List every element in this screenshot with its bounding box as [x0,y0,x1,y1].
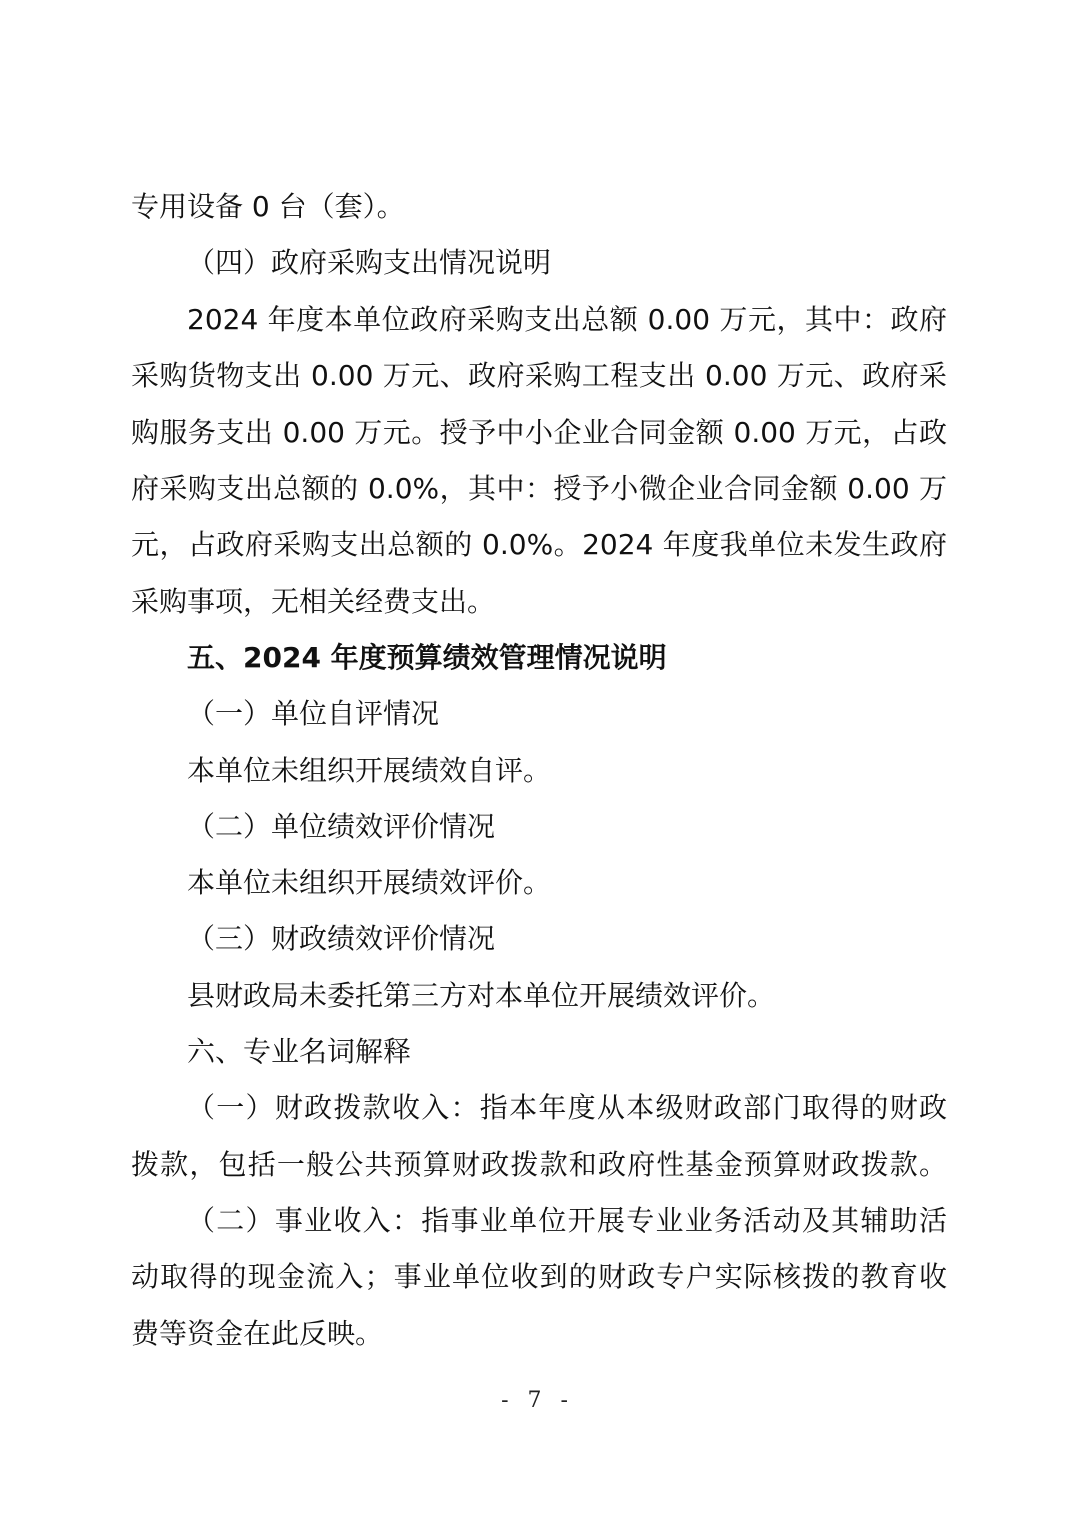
paragraph-line: 费等资金在此反映。 [131,1317,384,1350]
paragraph-line: 本单位未组织开展绩效自评。 [187,754,552,787]
paragraph-line: （二）事业收入：指事业单位开展专业业务活动及其辅助活 [187,1204,947,1237]
paragraph-line: 本单位未组织开展绩效评价。 [187,866,552,899]
paragraph-line: （一）财政拨款收入：指本年度从本级财政部门取得的财政 [187,1091,947,1124]
section-heading-procurement: （四）政府采购支出情况说明 [187,246,552,279]
paragraph-line: 采购事项，无相关经费支出。 [131,585,496,618]
page-number: - 7 - [501,1388,574,1413]
paragraph-line: 动取得的现金流入；事业单位收到的财政专户实际核拨的教育收 [131,1260,947,1293]
subsection-heading-fiscal-evaluation: （三）财政绩效评价情况 [187,922,496,955]
paragraph-line: 元，占政府采购支出总额的 0.0%。2024 年度我单位未发生政府 [131,528,947,561]
subsection-heading-unit-evaluation: （二）单位绩效评价情况 [187,810,496,843]
text-line-equipment: 专用设备 0 台（套）。 [131,190,405,223]
section-heading-performance: 五、2024 年度预算绩效管理情况说明 [187,641,667,674]
paragraph-line: 购服务支出 0.00 万元。授予中小企业合同金额 0.00 万元，占政 [131,416,947,449]
paragraph-line: 2024 年度本单位政府采购支出总额 0.00 万元，其中：政府 [187,303,947,336]
section-heading-glossary: 六、专业名词解释 [187,1035,412,1068]
paragraph-line: 县财政局未委托第三方对本单位开展绩效评价。 [187,979,776,1012]
paragraph-line: 府采购支出总额的 0.0%，其中：授予小微企业合同金额 0.00 万 [131,472,947,505]
paragraph-line: 采购货物支出 0.00 万元、政府采购工程支出 0.00 万元、政府采 [131,359,947,392]
paragraph-line: 拨款，包括一般公共预算财政拨款和政府性基金预算财政拨款。 [131,1148,947,1181]
subsection-heading-self-evaluation: （一）单位自评情况 [187,697,440,730]
